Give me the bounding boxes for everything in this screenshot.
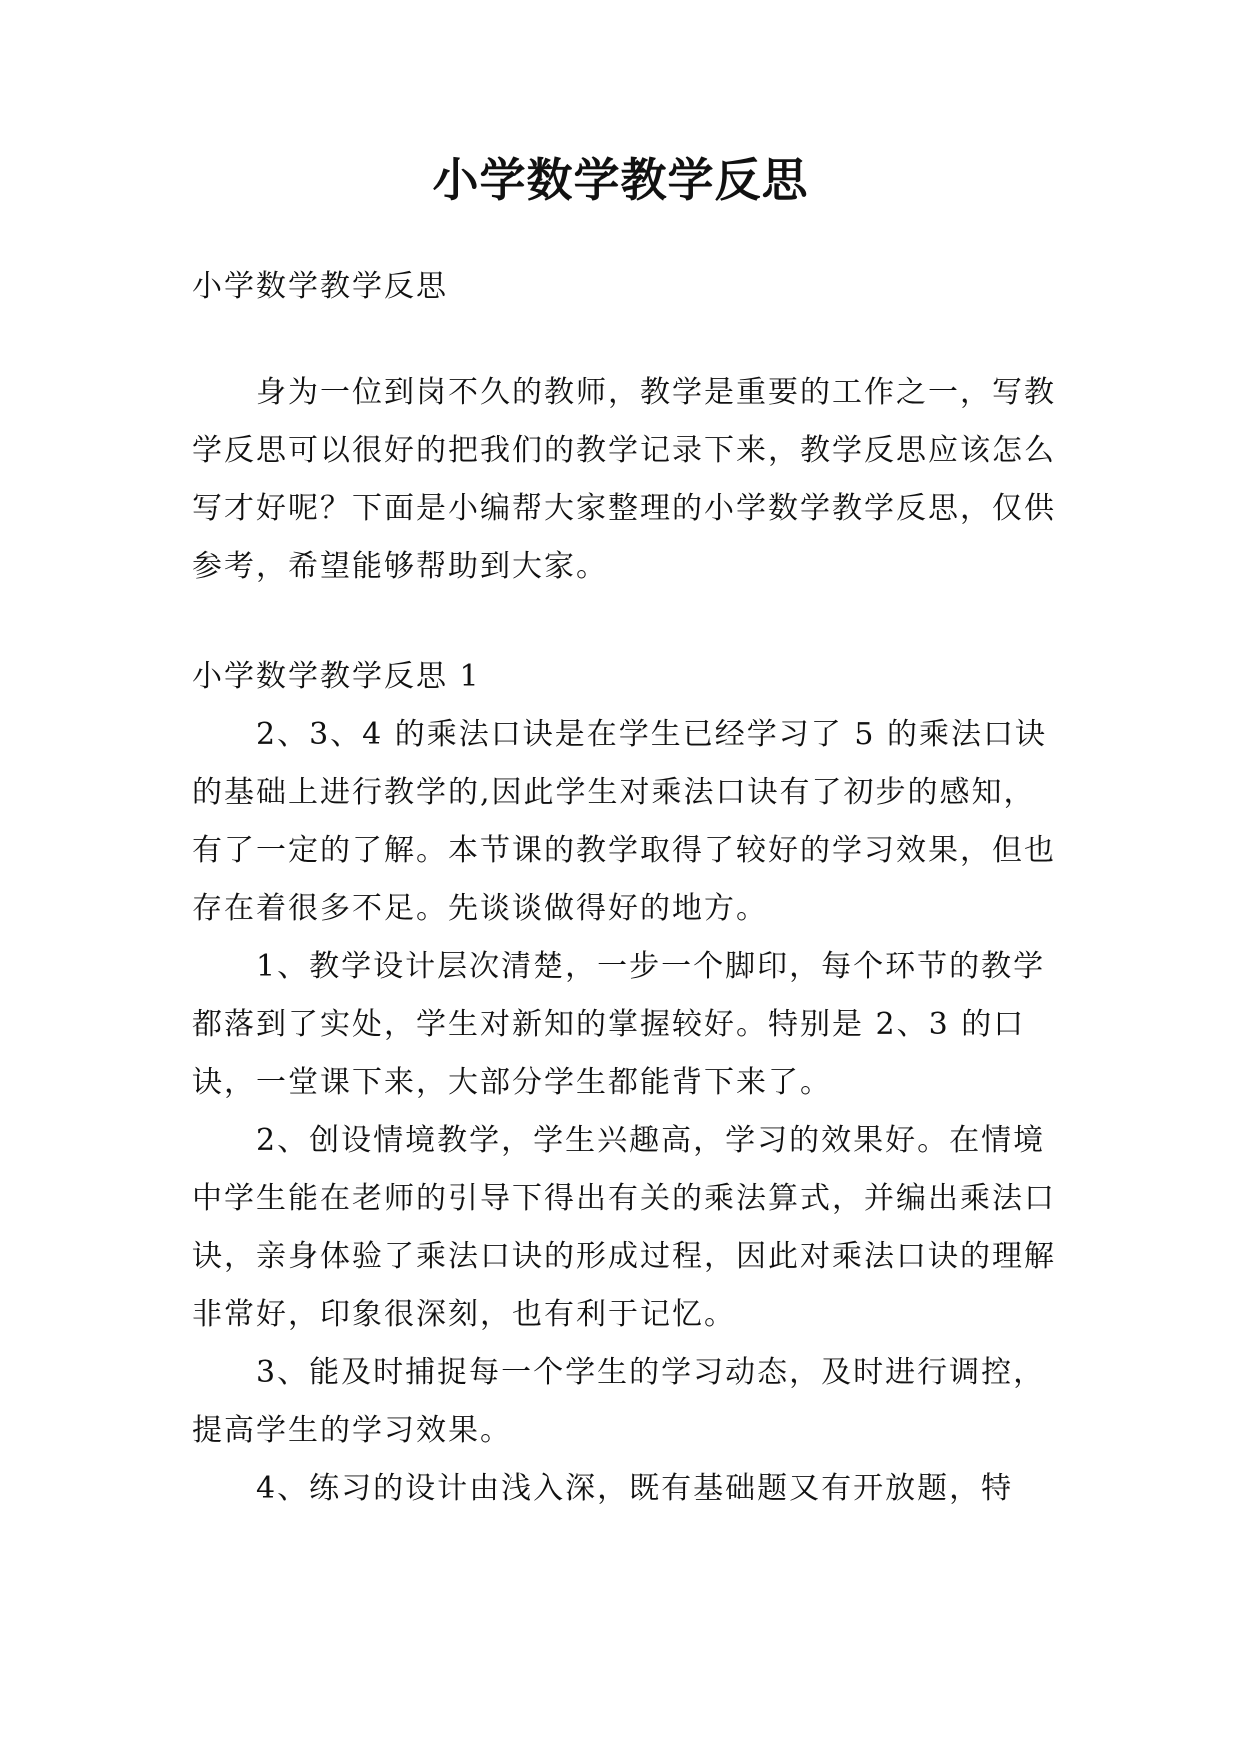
document-body — [192, 258, 1062, 1518]
body-paragraph: 2、3、4 的乘法口诀是在学生已经学习了 5 的乘法口诀的基础上进行教学的,因此学生对乘法口诀有了初步的感知，有了一定的了解。本节课的教学取得了较好的学习效果，但也存在着很多不足。先谈谈做得好的地方。 — [192, 717, 1056, 926]
body-paragraph: 1、教学设计层次清楚，一步一个脚印，每个环节的教学都落到了实处，学生对新知的掌握较好。特别是 2、3 的口诀，一堂课下来，大部分学生都能背下来了。 — [192, 949, 1046, 1100]
document-subtitle: 小学数学教学反思 — [192, 269, 448, 304]
page-title: 小学数学教学反思 — [432, 153, 809, 207]
body-paragraph: 3、能及时捕捉每一个学生的学习动态，及时进行调控，提高学生的学习效果。 — [192, 1355, 1046, 1448]
intro-paragraph: 身为一位到岗不久的教师，教学是重要的工作之一，写教学反思可以很好的把我们的教学记录下来，教学反思应该怎么写才好呢？下面是小编帮大家整理的小学数学教学反思，仅供参考，希望能够帮助到大家。 — [192, 375, 1056, 584]
section-heading: 小学数学教学反思 1 — [192, 659, 481, 694]
body-paragraph: 4、练习的设计由浅入深，既有基础题又有开放题，特 — [256, 1471, 1014, 1506]
body-paragraph: 2、创设情境教学，学生兴趣高，学习的效果好。在情境中学生能在老师的引导下得出有关的乘法算式，并编出乘法口诀，亲身体验了乘法口诀的形成过程，因此对乘法口诀的理解非常好，印象很深刻，也有利于记忆。 — [192, 1123, 1056, 1332]
